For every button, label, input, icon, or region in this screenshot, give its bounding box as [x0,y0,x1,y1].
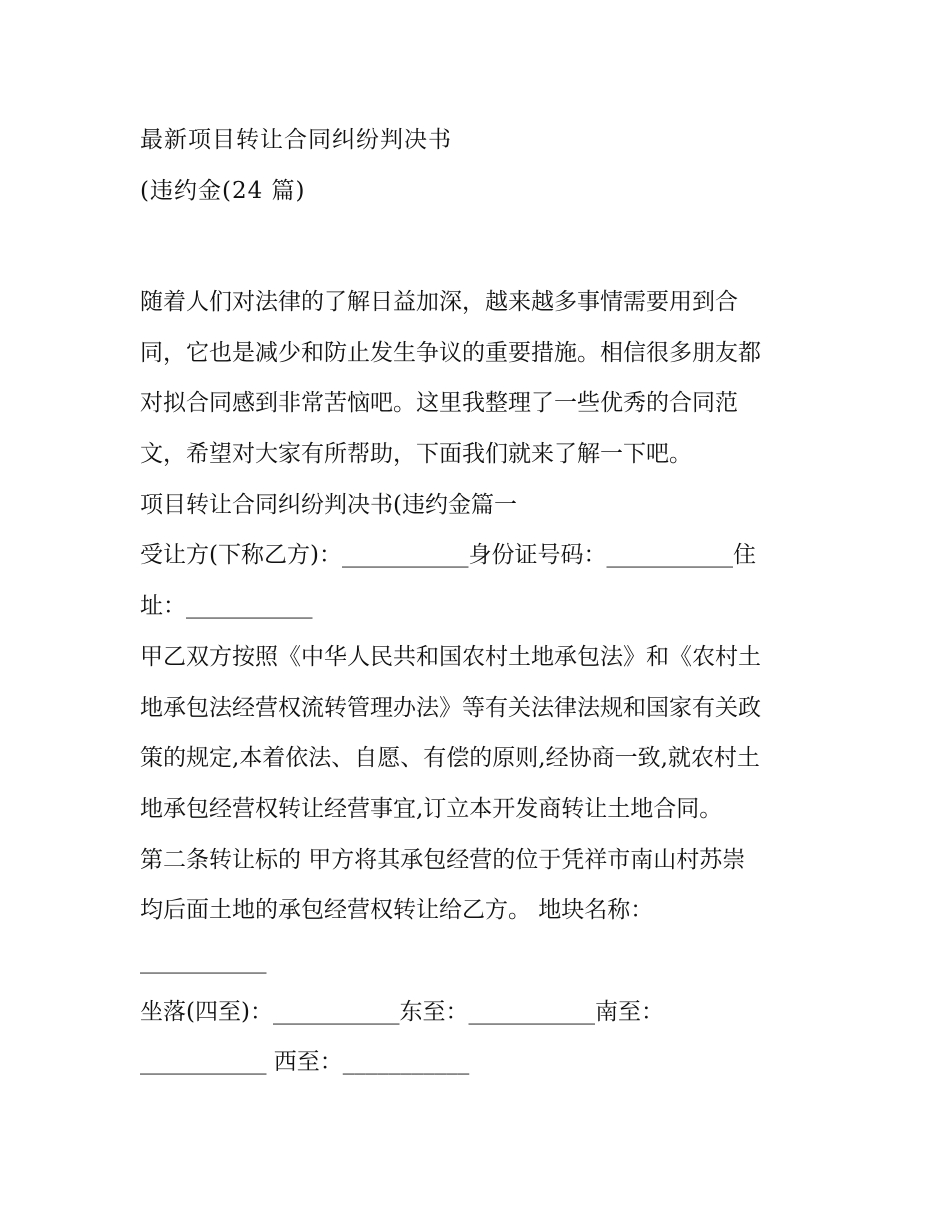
preamble-line-2: 地承包法经营权流转管理办法》等有关法律法规和国家有关政 [140,694,761,721]
title-line-1: 最新项目转让合同纠纷判决书 [140,127,452,153]
article-two-line-2: 均后面土地的承包经营权转让给乙方。 地块名称： [140,897,654,924]
intro-line-3: 对拟合同感到非常苦恼吧。这里我整理了一些优秀的合同范 [140,390,738,417]
intro-line-4: 文，希望对大家有所帮助，下面我们就来了解一下吧。 [140,441,692,468]
document-body [140,277,820,1088]
transferee-fields-line: 受让方(下称乙方)：___________身份证号码：___________住 [140,542,756,569]
intro-line-1: 随着人们对法律的了解日益加深，越来越多事情需要用到合 [140,289,738,315]
boundaries-line-2: ___________ 西至：___________ [140,1049,470,1076]
intro-line-2: 同，它也是减少和防止发生争议的重要措施。相信很多朋友都 [140,339,761,366]
boundaries-line-1: 坐落(四至)：___________东至：___________南至： [140,998,664,1025]
preamble-line-4: 地承包经营权转让经营事宜,订立本开发商转让土地合同。 [140,795,723,822]
preamble-line-1: 甲乙双方按照《中华人民共和国农村土地承包法》和《农村土 [140,643,761,670]
preamble-line-3: 策的规定,本着依法、自愿、有偿的原则,经协商一致,就农村土 [140,745,760,772]
section-heading: 项目转让合同纠纷判决书(违约金篇一 [140,491,517,518]
address-field-line: 址：___________ [140,593,313,620]
plot-name-blank: ___________ [140,947,267,974]
article-two-line-1: 第二条转让标的 甲方将其承包经营的位于凭祥市南山村苏崇 [140,846,746,873]
document-title [140,115,840,216]
title-line-2: (违约金(24 篇) [140,177,306,204]
